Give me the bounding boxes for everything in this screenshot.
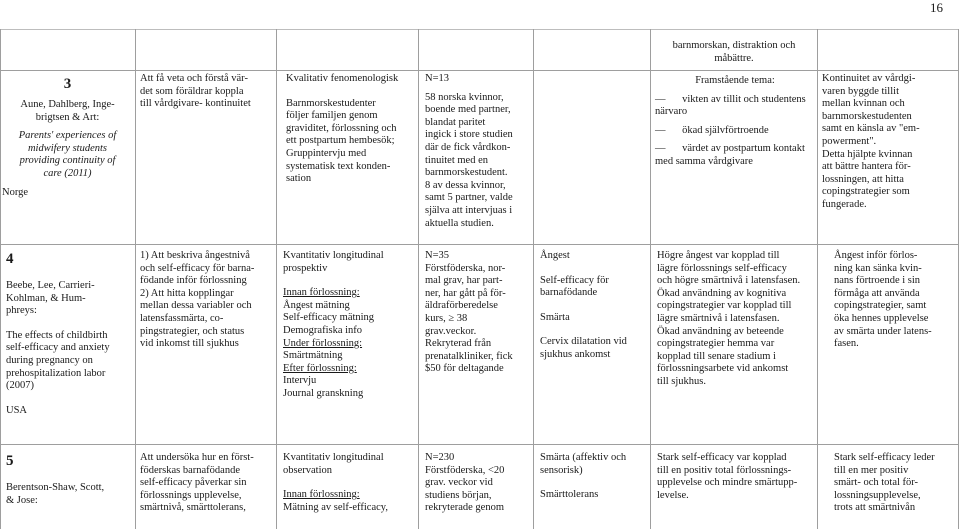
row5-aim-cell: Att undersöka hur en först- föderskas barnafödande self-efficacy påverkar sin förlossnings upplevelse, smärtnivå, smärttolerans, xyxy=(140,452,254,514)
row4-aim-cell: 1) Att beskriva ångestnivå och self-efficacy för barna- födande inför förlossning 2) Att hitta kopplingar mellan dessa variabler och latensfassmärta, co- pingstrategier, och status vid inkomst till sjukhus xyxy=(140,250,255,350)
study-country: Norge xyxy=(2,186,29,198)
row-divider xyxy=(0,244,959,245)
row5-results-cell: Stark self-efficacy var kopplad till en positiv total förlossnings- upplevelse och mindre smärtupp- levelse. xyxy=(657,452,798,501)
row3-results-cell: Framstående tema: — vikten av tillit och studentens närvaro — ökad självförtroende — värdet av postpartum kontakt med samma vårdgivare xyxy=(655,75,806,167)
row3-sample-cell: N=13 58 norska kvinnor, boende med partner, blandat paritet ingick i store studien där de fick vårdkon- tinuitet med en barnmorskestudent. 8 av dessa kvinnor, samt 5 partner, valde själva att intervjuas i aktuella studien. xyxy=(425,73,513,229)
page-number: 16 xyxy=(930,0,943,15)
row4-variables-cell: Ångest Self-efficacy för barnafödande Smärta Cervix dilatation vid sjukhus ankomst xyxy=(540,250,627,360)
column-divider xyxy=(276,29,277,529)
study-number: 4 xyxy=(6,251,14,267)
row5-variables-cell: Smärta (affektiv och sensorisk) Smärttolerans xyxy=(540,452,627,501)
row3-aim-cell: Att få veta och förstå vär- det som föräldrar koppla till vårdgivare- kontinuitet xyxy=(140,73,251,110)
column-divider xyxy=(418,29,419,529)
column-divider xyxy=(135,29,136,529)
row4-results-cell: Högre ångest var kopplad till lägre förlossnings self-efficacy och högre smärtnivå i latensfasen. Ökad användning av kognitiva copingstrategier var kopplad till lägre smärtnivå i latensfasen. Ökad användning av beteende copingstrategier hemma var kopplad till senare stadium i förlossningsarbete vid ankomst till sjukhus. xyxy=(657,250,801,387)
study-number: 5 xyxy=(6,453,14,469)
row4-method-cell: Kvantitativ longitudinal prospektiv Innan förlossning: Ångest mätning Self-efficacy mätning Demografiska info Under förlossning: Smärtmätning Efter förlossning: Intervju Journal granskning xyxy=(283,250,384,399)
study-number: 3 xyxy=(63,76,72,92)
row5-study-cell: 5 Berentson-Shaw, Scott, & Jose: xyxy=(6,452,133,507)
column-divider xyxy=(817,29,818,529)
table-border-left xyxy=(0,29,1,529)
row4-conclusion-cell: Ångest inför förlos- ning kan sänka kvin- nans förtroende i sin förmåga att använda copingstrategier, samt öka hennes upplevelse av smärta under latens- fasen. xyxy=(834,250,932,350)
page-header xyxy=(0,0,959,30)
row5-method-cell: Kvantitativ longitudinal observation Innan förlossning: Mätning av self-efficacy, xyxy=(283,452,388,513)
study-country: USA xyxy=(6,404,28,416)
column-divider xyxy=(650,29,651,529)
row5-sample-cell: N=230 Förstföderska, <20 grav. veckor vid studiens början, rekryterade genom xyxy=(425,452,505,514)
row3-study-cell: 3 Aune, Dahlberg, Inge- brigtsen & Art: Parents' experiences of midwifery students providing continuity of care (2011) Norge xyxy=(2,75,133,199)
row5-conclusion-cell: Stark self-efficacy leder till en mer positiv smärt- och total för- lossningsupplevelse, trots att smärtnivån xyxy=(834,452,935,514)
row3-method-cell: Kvalitativ fenomenologisk Barnmorskestudenter följer familjen genom graviditet, förlossning och ett postpartum hembesök; Gruppintervju med systematisk text konden- sation xyxy=(286,73,399,185)
row-divider xyxy=(0,70,959,71)
row0-results-cell: barnmorskan, distraktion och måbättre. xyxy=(672,40,796,64)
row-divider xyxy=(0,444,959,445)
row4-study-cell: 4 Beebe, Lee, Carrieri- Kohlman, & Hum- phreys: The effects of childbirth self-efficacy and anxiety during pregnancy on prehospitalization labor (2007) USA xyxy=(6,250,133,417)
column-divider xyxy=(533,29,534,529)
row3-conclusion-cell: Kontinuitet av vårdgi- varen byggde tillit mellan kvinnan och barnmorskestudenten samt en känsla av "em- powerment". Detta hjälpte kvinnan att bättre hantera för- lossningen, att hitta copingstrategier som fungerade. xyxy=(822,73,920,210)
row4-sample-cell: N=35 Förstföderska, nor- mal grav, har part- ner, har gått på för- äldraförberedelse kurs, ≥ 38 grav.veckor. Rekryterad från prenatalkliniker, fick $50 för deltagande xyxy=(425,250,513,375)
